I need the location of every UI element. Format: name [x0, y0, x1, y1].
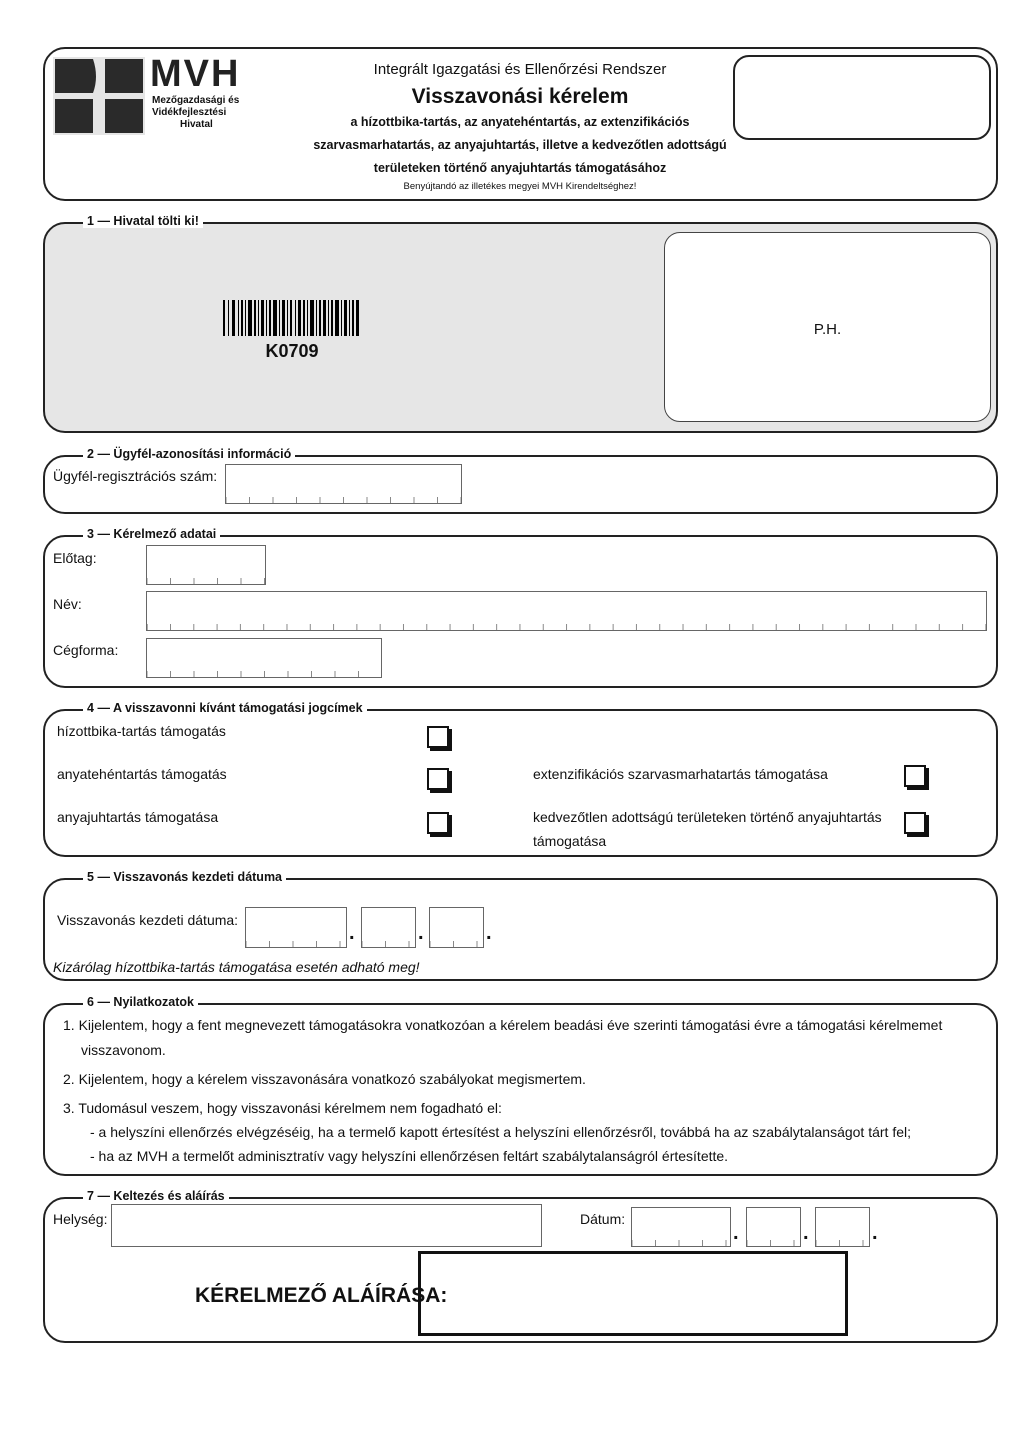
prefix-input[interactable]	[146, 545, 266, 585]
section-3-title: 3 — Kérelmező adatai	[83, 527, 220, 541]
submission-note: Benyújtandó az illetékes megyei MVH Kirendeltséghez!	[403, 181, 637, 192]
start-date-sep1: .	[349, 922, 355, 944]
declaration-3b: - ha az MVH a termelőt adminisztratív vagy helyszíni ellenőrzésen feltárt szabálytalanságról értesítette.	[90, 1148, 729, 1164]
section-6-title: 6 — Nyilatkozatok	[83, 995, 198, 1009]
place-input[interactable]	[111, 1204, 542, 1247]
declaration-1-line2: visszavonom.	[81, 1042, 166, 1058]
section-5-title: 5 — Visszavonás kezdeti dátuma	[83, 870, 286, 884]
signature-box[interactable]	[418, 1251, 848, 1336]
item-lfa-ewe-label-line1: kedvezőtlen adottságú területeken történő anyajuhtartás	[533, 809, 882, 825]
date-label: Dátum:	[580, 1211, 626, 1227]
subtitle-line1: a hízottbika-tartás, az anyatehéntartás, az extenzifikációs	[350, 115, 690, 129]
place-label: Helység:	[53, 1211, 108, 1227]
logo-emblem-icon	[53, 57, 145, 135]
start-date-day-input[interactable]	[429, 907, 484, 948]
subtitle-line3: területeken történő anyajuhtartás támogatásához	[373, 161, 667, 175]
company-form-label: Cégforma:	[53, 642, 119, 658]
barcode-text: K0709	[265, 341, 319, 361]
date-day-input[interactable]	[815, 1207, 870, 1247]
item-lfa-ewe-label-line2: támogatása	[533, 833, 607, 849]
declaration-1-line1: 1. Kijelentem, hogy a fent megnevezett támogatásokra vonatkozóan a kérelem beadási éve szerinti támogatási évre a támogatási kérelmemet	[63, 1017, 943, 1033]
section-7-title: 7 — Keltezés és aláírás	[83, 1189, 229, 1203]
name-input[interactable]	[146, 591, 987, 631]
item-ewe-checkbox[interactable]	[427, 812, 449, 834]
stamp-box[interactable]	[664, 232, 991, 422]
signature-label: KÉRELMEZŐ ALÁÍRÁSA:	[195, 1284, 448, 1307]
section-1-title: 1 — Hivatal tölti ki!	[83, 214, 203, 228]
logo-text: MVH	[150, 53, 241, 95]
start-date-month-input[interactable]	[361, 907, 416, 948]
start-date-sep2: .	[418, 922, 424, 944]
name-label: Név:	[53, 596, 82, 612]
item-suckler-cow-checkbox[interactable]	[427, 768, 449, 790]
date-sep3: .	[872, 1222, 878, 1244]
section-2-title: 2 — Ügyfél-azonosítási információ	[83, 447, 295, 461]
item-extensification-label: extenzifikációs szarvasmarhatartás támogatása	[533, 766, 828, 782]
company-form-input[interactable]	[146, 638, 382, 678]
declaration-3a: - a helyszíni ellenőrzés elvégzéséig, ha a termelő kapott értesítést a helyszíni ellenőrzésről, továbbá ha az szabálytalanságot tárt fel;	[90, 1124, 912, 1140]
declaration-2: 2. Kijelentem, hogy a kérelem visszavonására vonatkozó szabályokat megismertem.	[63, 1071, 586, 1087]
item-fattening-bull-label: hízottbika-tartás támogatás	[57, 723, 226, 739]
declaration-3: 3. Tudomásul veszem, hogy visszavonási kérelmem nem fogadható el:	[63, 1100, 502, 1116]
item-extensification-checkbox[interactable]	[904, 765, 926, 787]
reg-number-label: Ügyfél-regisztrációs szám:	[53, 468, 218, 484]
start-date-sep3: .	[486, 922, 492, 944]
date-month-input[interactable]	[746, 1207, 801, 1247]
logo-sub3: Hivatal	[180, 119, 213, 130]
item-fattening-bull-checkbox[interactable]	[427, 726, 449, 748]
header-office-box[interactable]	[733, 55, 991, 140]
item-lfa-ewe-checkbox[interactable]	[904, 812, 926, 834]
subtitle-line2: szarvasmarhatartás, az anyajuhtartás, illetve a kedvezőtlen adottságú	[313, 138, 727, 152]
start-date-year-input[interactable]	[245, 907, 347, 948]
stamp-label: P.H.	[813, 321, 842, 338]
date-sep2: .	[803, 1222, 809, 1244]
prefix-label: Előtag:	[53, 550, 97, 566]
reg-number-input[interactable]	[225, 464, 462, 504]
section-2-box	[43, 455, 998, 514]
item-suckler-cow-label: anyatehéntartás támogatás	[57, 766, 227, 782]
item-ewe-label: anyajuhtartás támogatása	[57, 809, 219, 825]
start-date-label: Visszavonás kezdeti dátuma:	[57, 912, 239, 928]
page-title: Visszavonási kérelem	[411, 85, 629, 108]
system-name: Integrált Igazgatási és Ellenőrzési Rendszer	[373, 61, 667, 78]
section-4-title: 4 — A visszavonni kívánt támogatási jogcímek	[83, 701, 367, 715]
logo-sub1: Mezőgazdasági és	[152, 95, 240, 106]
start-date-note: Kizárólag hízottbika-tartás támogatása esetén adható meg!	[53, 959, 420, 975]
logo-sub2: Vidékfejlesztési	[152, 107, 227, 118]
date-year-input[interactable]	[631, 1207, 731, 1247]
date-sep1: .	[733, 1222, 739, 1244]
barcode-icon	[223, 300, 361, 336]
mvh-logo	[53, 53, 249, 135]
